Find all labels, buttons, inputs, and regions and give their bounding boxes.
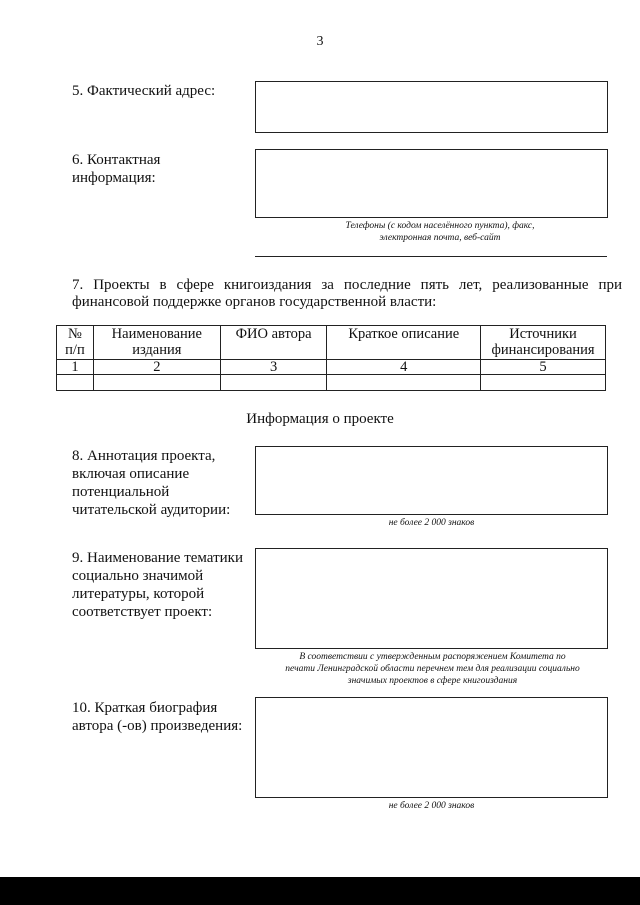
table-header-row <box>57 326 606 360</box>
divider-line <box>255 256 607 257</box>
theme-caption: В соответствии с утвержденным распоряжением Комитета по печати Ленинградской области перечнем тем для реализации социально значимых проектов в сфере книгоиздания <box>285 652 580 686</box>
contact-info-field[interactable] <box>255 149 608 218</box>
projects-table <box>56 325 606 391</box>
table-cell[interactable] <box>327 375 481 391</box>
actual-address-field[interactable] <box>255 81 608 133</box>
annotation-caption: не более 2 000 знаков <box>388 518 475 528</box>
field10-label: 10. Краткая биография автора (-ов) произведения: <box>72 700 243 734</box>
project-info-heading: Информация о проекте <box>246 411 394 427</box>
field6-label: 6. Контактная информация: <box>72 152 161 186</box>
theme-field[interactable] <box>255 548 608 649</box>
table-cell[interactable] <box>481 375 606 391</box>
contact-info-caption: Телефоны (с кодом населённого пункта), факс, электронная почта, веб-сайт <box>345 221 535 243</box>
field9-label: 9. Наименование тематики социально значимой литературы, которой соответствует проект: <box>72 550 243 620</box>
table-cell: 5 <box>481 360 606 375</box>
table-cell: 2 <box>93 360 220 375</box>
biography-field[interactable] <box>255 697 608 798</box>
biography-caption: не более 2 000 знаков <box>388 801 475 811</box>
column-header: Источники финансирования <box>481 326 606 360</box>
annotation-field[interactable] <box>255 446 608 515</box>
table-cell: 3 <box>220 360 327 375</box>
page-number: 3 <box>316 34 324 49</box>
field8-label: 8. Аннотация проекта, включая описание потенциальной читательской аудитории: <box>72 448 231 518</box>
table-cell: 1 <box>57 360 94 375</box>
column-header: № п/п <box>57 326 94 360</box>
table-number-row <box>57 360 606 375</box>
table-cell[interactable] <box>93 375 220 391</box>
column-header: ФИО автора <box>220 326 327 360</box>
table-cell[interactable] <box>220 375 327 391</box>
table-cell[interactable] <box>57 375 94 391</box>
section7-text: 7. Проекты в сфере книгоиздания за последние пять лет, реализованные при финансовой поддержке органов государственной власти: <box>72 277 622 310</box>
column-header: Наименование издания <box>93 326 220 360</box>
column-header: Краткое описание <box>327 326 481 360</box>
scan-bottom-edge <box>0 877 640 905</box>
table-row <box>57 375 606 391</box>
field5-label: 5. Фактический адрес: <box>72 83 216 99</box>
table-cell: 4 <box>327 360 481 375</box>
